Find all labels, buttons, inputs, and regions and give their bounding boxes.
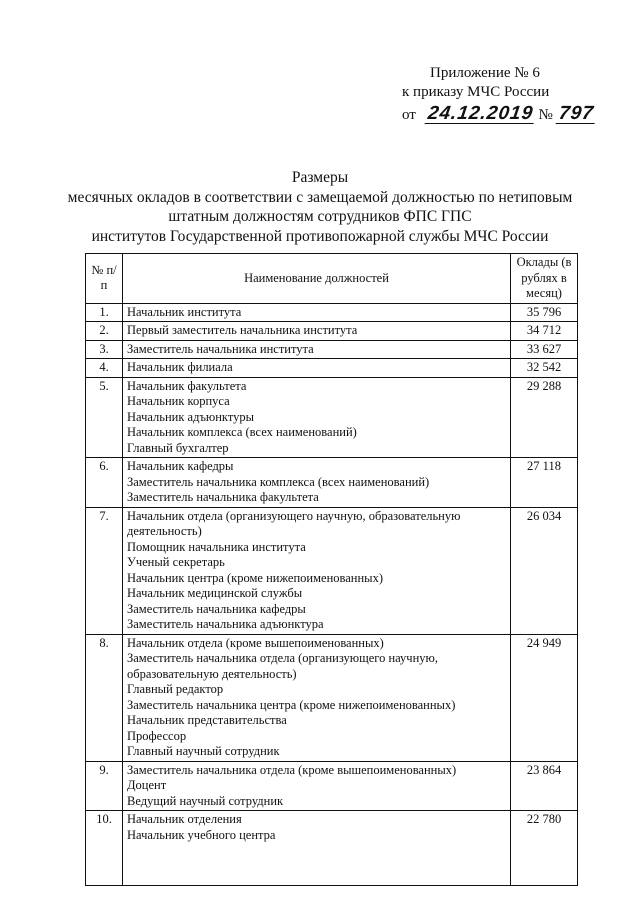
- position-name: Заместитель начальника института: [127, 341, 314, 356]
- position-name: Главный научный сотрудник: [127, 744, 280, 758]
- position-name: Доцент: [127, 778, 167, 792]
- appendix-title: Приложение № 6: [430, 65, 540, 81]
- row-number: 4.: [86, 359, 123, 378]
- position-name: Заместитель начальника кафедры: [127, 601, 306, 616]
- position-name: Начальник факультета: [127, 378, 247, 393]
- row-number: 2.: [86, 322, 123, 341]
- table-row: [86, 322, 578, 341]
- table-row: [86, 507, 578, 634]
- position-name: Начальник представительства: [127, 713, 287, 727]
- row-number: 7.: [86, 507, 123, 634]
- row-salary: 24 949: [511, 634, 578, 761]
- position-name: Начальник медицинской службы: [127, 586, 303, 600]
- handwritten-order-number: 797: [557, 103, 595, 124]
- position-name: Начальник отдела (организующего научную, образовательную деятельность): [127, 508, 461, 538]
- position-name: Заместитель начальника комплекса (всех наименований): [127, 474, 430, 489]
- header-position: Наименование должностей: [123, 254, 511, 304]
- document-title: [60, 168, 580, 246]
- row-salary: 35 796: [511, 303, 578, 322]
- table-row: [86, 811, 578, 886]
- title-line-2: месячных окладов в соответствии с замещаемой должностью по нетиповым: [67, 188, 573, 206]
- title-line-4: институтов Государственной противопожарной службы МЧС России: [91, 227, 549, 245]
- row-positions: [123, 359, 511, 378]
- position-name: Начальник кафедры: [127, 459, 234, 473]
- appendix-order-reference: к приказу МЧС России: [402, 84, 550, 100]
- handwritten-date: 24.12.2019: [426, 103, 535, 124]
- row-salary: 33 627: [511, 340, 578, 359]
- table-row: [86, 377, 578, 458]
- position-name: Начальник отдела (кроме вышепоименованных): [127, 635, 384, 650]
- row-salary: 34 712: [511, 322, 578, 341]
- position-name: Главный бухгалтер: [127, 440, 229, 455]
- row-positions: [123, 811, 511, 886]
- table-row: [86, 303, 578, 322]
- position-name: Заместитель начальника отдела (кроме вышепоименованных): [127, 762, 457, 777]
- position-name: Заместитель начальника адъюнктура: [127, 617, 324, 631]
- position-name: Начальник института: [127, 304, 242, 319]
- position-name: Начальник адъюнктуры: [127, 409, 255, 424]
- appendix-block: [402, 64, 602, 125]
- row-number: 10.: [86, 811, 123, 886]
- number-prefix: №: [538, 107, 553, 123]
- date-prefix: от: [402, 107, 416, 123]
- position-name: Начальник корпуса: [127, 394, 230, 408]
- position-name: Первый заместитель начальника института: [127, 323, 358, 337]
- row-salary: 27 118: [511, 458, 578, 508]
- position-name: Заместитель начальника центра (кроме нижепоименованных): [127, 697, 456, 712]
- position-name: Начальник учебного центра: [127, 827, 276, 842]
- row-positions: [123, 303, 511, 322]
- position-name: Помощник начальника института: [127, 539, 306, 554]
- row-number: 6.: [86, 458, 123, 508]
- position-name: Ведущий научный сотрудник: [127, 793, 284, 808]
- appendix-date-line: [402, 104, 602, 125]
- table-row: [86, 634, 578, 761]
- row-positions: [123, 340, 511, 359]
- row-number: 1.: [86, 303, 123, 322]
- row-salary: 23 864: [511, 761, 578, 811]
- row-salary: 29 288: [511, 377, 578, 458]
- position-name: Профессор: [127, 728, 187, 743]
- position-name: Заместитель начальника отдела (организующего научную, образовательную деятельность): [127, 651, 438, 681]
- table-row: [86, 340, 578, 359]
- salary-table: [85, 253, 578, 886]
- table-header-row: [86, 254, 578, 304]
- position-name: Ученый секретарь: [127, 555, 225, 569]
- table-row: [86, 359, 578, 378]
- row-positions: [123, 458, 511, 508]
- position-name: Главный редактор: [127, 682, 224, 696]
- position-name: Начальник центра (кроме нижепоименованных): [127, 570, 383, 585]
- table-row: [86, 761, 578, 811]
- row-number: 9.: [86, 761, 123, 811]
- table-row: [86, 458, 578, 508]
- row-number: 8.: [86, 634, 123, 761]
- position-name: Начальник филиала: [127, 360, 233, 374]
- row-salary: 26 034: [511, 507, 578, 634]
- row-number: 3.: [86, 340, 123, 359]
- row-salary: 32 542: [511, 359, 578, 378]
- title-line-1: Размеры: [291, 169, 349, 186]
- header-number: № п/п: [86, 254, 123, 304]
- row-number: 5.: [86, 377, 123, 458]
- title-line-3: штатным должностям сотрудников ФПС ГПС: [168, 208, 472, 225]
- position-name: Начальник отделения: [127, 812, 242, 826]
- position-name: Начальник комплекса (всех наименований): [127, 425, 357, 439]
- table-body: [86, 303, 578, 886]
- row-salary: 22 780: [511, 811, 578, 886]
- row-positions: [123, 507, 511, 634]
- row-positions: [123, 322, 511, 341]
- header-salary: Оклады (в рублях в месяц): [511, 254, 578, 304]
- row-positions: [123, 761, 511, 811]
- row-positions: [123, 634, 511, 761]
- row-positions: [123, 377, 511, 458]
- position-name: Заместитель начальника факультета: [127, 490, 319, 504]
